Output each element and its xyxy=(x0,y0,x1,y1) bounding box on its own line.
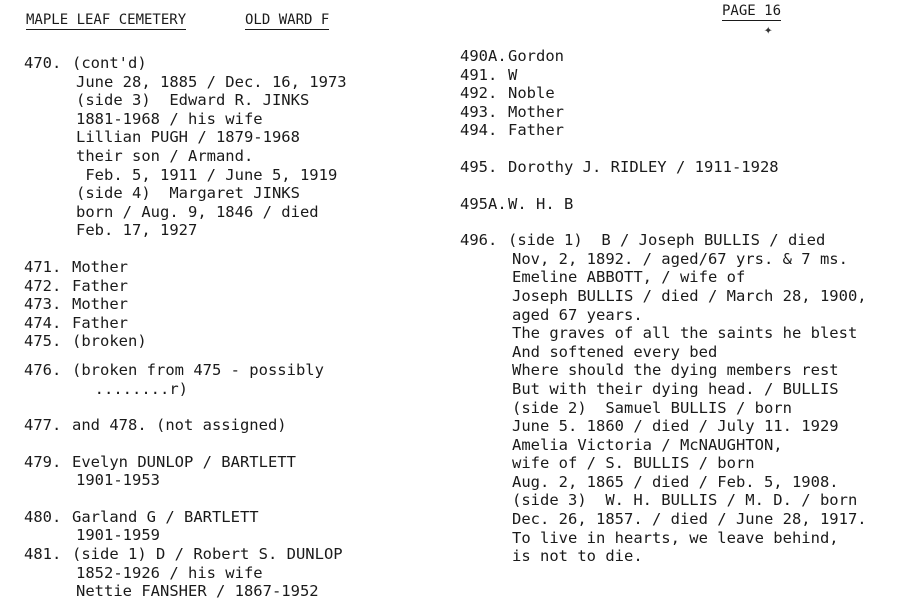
entry-number: 473. xyxy=(24,295,62,314)
entry-text: (cont'd) xyxy=(72,54,147,72)
entry-text: Gordon xyxy=(508,47,564,65)
entry-number: 490A. xyxy=(460,47,507,65)
entry-477 xyxy=(24,416,347,435)
entry-first-line xyxy=(24,258,347,277)
entry-492 xyxy=(460,84,867,103)
entry-continuation-line: (side 3) W. H. BULLIS / M. D. / born xyxy=(512,491,858,510)
right-column xyxy=(460,47,867,566)
entry-text: Garland G / BARTLETT xyxy=(72,507,259,526)
entry-number: 477. xyxy=(24,416,62,435)
entry-text: W. H. B xyxy=(508,194,574,213)
entry-first-line xyxy=(460,158,867,177)
entry-spacer xyxy=(460,177,867,195)
entry-number: 495A. xyxy=(460,194,507,213)
page-number: PAGE 16 xyxy=(722,3,782,19)
entry-first-line xyxy=(24,314,347,333)
entry-496 xyxy=(460,231,867,566)
entry-continuation-line: (side 2) Samuel BULLIS / born xyxy=(512,398,792,417)
entry-number: 472. xyxy=(24,276,62,295)
entry-number: 470. xyxy=(24,54,62,72)
entry-continuation-line: But with their dying head. / BULLIS xyxy=(512,379,839,398)
entry-493 xyxy=(460,103,867,122)
entry-495A xyxy=(460,195,867,214)
cemetery-name: MAPLE LEAF CEMETERY xyxy=(26,12,187,28)
entry-spacer xyxy=(24,490,347,508)
entry-continuation-line: Nettie FANSHER / 1867-1952 xyxy=(76,582,319,601)
entry-number: 493. xyxy=(460,102,498,121)
entry-continuation-line: Aug. 2, 1865 / died / Feb. 5, 1908. xyxy=(512,472,839,491)
entry-continuation-line: aged 67 years. xyxy=(512,305,643,324)
entry-continuation-line: (side 4) Margaret JINKS xyxy=(76,184,300,203)
entry-text: (broken) xyxy=(72,332,147,351)
entry-continuation-line: The graves of all the saints he blest xyxy=(512,324,858,343)
entry-text: Dorothy J. RIDLEY / 1911-1928 xyxy=(508,157,779,176)
entry-continuation-line: Nov, 2, 1892. / aged/67 yrs. & 7 ms. xyxy=(512,249,848,268)
entry-479 xyxy=(24,453,347,490)
entry-text: Father xyxy=(72,313,128,332)
entry-first-line xyxy=(24,277,347,296)
entry-number: 471. xyxy=(24,257,62,276)
entry-continuation-line: 1901-1953 xyxy=(76,471,160,490)
entry-number: 492. xyxy=(460,84,498,103)
entry-number: 476. xyxy=(24,360,62,379)
entry-continuation-line: June 28, 1885 / Dec. 16, 1973 xyxy=(76,72,347,91)
entry-first-line xyxy=(460,121,867,140)
entry-text: Father xyxy=(508,121,564,140)
entry-text: Mother xyxy=(72,257,128,276)
entry-continuation-line: Dec. 26, 1857. / died / June 28, 1917. xyxy=(512,510,867,529)
entry-475 xyxy=(24,332,347,351)
entry-number: 491. xyxy=(460,65,498,84)
entry-spacer xyxy=(460,140,867,158)
entry-number: 474. xyxy=(24,313,62,332)
entry-continuation-line: wife of / S. BULLIS / born xyxy=(512,454,755,473)
entry-first-line xyxy=(24,416,347,435)
entry-number: 481. xyxy=(24,545,62,564)
entry-text: Noble xyxy=(508,84,555,103)
entry-first-line xyxy=(460,84,867,103)
entry-continuation-line: (side 3) Edward R. JINKS xyxy=(76,91,310,110)
entry-473 xyxy=(24,295,347,314)
entry-spacer xyxy=(24,240,347,258)
entry-text: (side 1) B / Joseph BULLIS / died xyxy=(508,231,826,250)
entry-continuation-line: 1901-1959 xyxy=(76,526,160,545)
ink-mark: ✦ xyxy=(764,22,773,38)
entry-continuation-line: 1881-1968 / his wife xyxy=(76,109,263,128)
entry-474 xyxy=(24,314,347,333)
entry-spacer xyxy=(24,351,347,361)
entry-continuation-line: 1852-1926 / his wife xyxy=(76,563,263,582)
entry-476 xyxy=(24,361,347,398)
entry-490A xyxy=(460,47,867,66)
entry-first-line xyxy=(24,332,347,351)
entry-continuation-line: Joseph BULLIS / died / March 28, 1900, xyxy=(512,286,867,305)
entry-spacer xyxy=(24,398,347,416)
entry-first-line xyxy=(24,295,347,314)
entry-number: 480. xyxy=(24,507,62,526)
ward-name: OLD WARD F xyxy=(245,12,330,28)
entry-continuation-line: born / Aug. 9, 1846 / died xyxy=(76,202,319,221)
entry-first-line xyxy=(460,66,867,85)
entry-text: (side 1) D / Robert S. DUNLOP xyxy=(72,545,343,564)
left-column xyxy=(24,54,347,601)
entry-continuation-line: Feb. 5, 1911 / June 5, 1919 xyxy=(76,165,338,184)
entry-spacer xyxy=(24,435,347,453)
entry-text: Mother xyxy=(72,295,128,314)
entry-494 xyxy=(460,121,867,140)
entry-text: Father xyxy=(72,276,128,295)
entry-number: 475. xyxy=(24,332,62,351)
entry-continuation-line: is not to die. xyxy=(512,547,643,566)
entry-continuation-line: their son / Armand. xyxy=(76,146,254,165)
entry-first-line xyxy=(24,545,347,564)
entry-continuation-line: To live in hearts, we leave behind, xyxy=(512,528,839,547)
entry-continuation-line: Emeline ABBOTT, / wife of xyxy=(512,268,746,287)
entry-first-line xyxy=(460,103,867,122)
entry-first-line xyxy=(460,195,867,214)
entry-continuation-line: Feb. 17, 1927 xyxy=(76,221,198,240)
entry-text: (broken from 475 - possibly xyxy=(72,360,324,379)
entry-481 xyxy=(24,545,347,601)
entry-470 xyxy=(24,54,347,240)
entry-number: 496. xyxy=(460,231,498,250)
entry-471 xyxy=(24,258,347,277)
entry-first-line xyxy=(460,47,867,66)
entry-continuation-line: ........r) xyxy=(76,379,188,398)
entry-continuation-line: Amelia Victoria / McNAUGHTON, xyxy=(512,435,783,454)
entry-continuation-line: Lillian PUGH / 1879-1968 xyxy=(76,128,300,147)
entry-number: 479. xyxy=(24,452,62,471)
entry-first-line xyxy=(460,231,867,250)
entry-text: W xyxy=(508,65,518,84)
entry-spacer xyxy=(460,213,867,231)
entry-495 xyxy=(460,158,867,177)
entry-text: Evelyn DUNLOP / BARTLETT xyxy=(72,452,296,471)
entry-491 xyxy=(460,66,867,85)
entry-472 xyxy=(24,277,347,296)
entry-first-line xyxy=(24,453,347,472)
entry-number: 495. xyxy=(460,157,498,176)
entry-first-line xyxy=(24,361,347,380)
entry-480 xyxy=(24,508,347,545)
entry-text: and 478. (not assigned) xyxy=(72,416,287,435)
entry-number: 494. xyxy=(460,121,498,140)
entry-continuation-line: Where should the dying members rest xyxy=(512,361,839,380)
entry-first-line xyxy=(24,54,347,73)
entry-continuation-line: And softened every bed xyxy=(512,342,718,361)
entry-continuation-line: June 5. 1860 / died / July 11. 1929 xyxy=(512,417,839,436)
entry-first-line xyxy=(24,508,347,527)
entry-text: Mother xyxy=(508,102,564,121)
